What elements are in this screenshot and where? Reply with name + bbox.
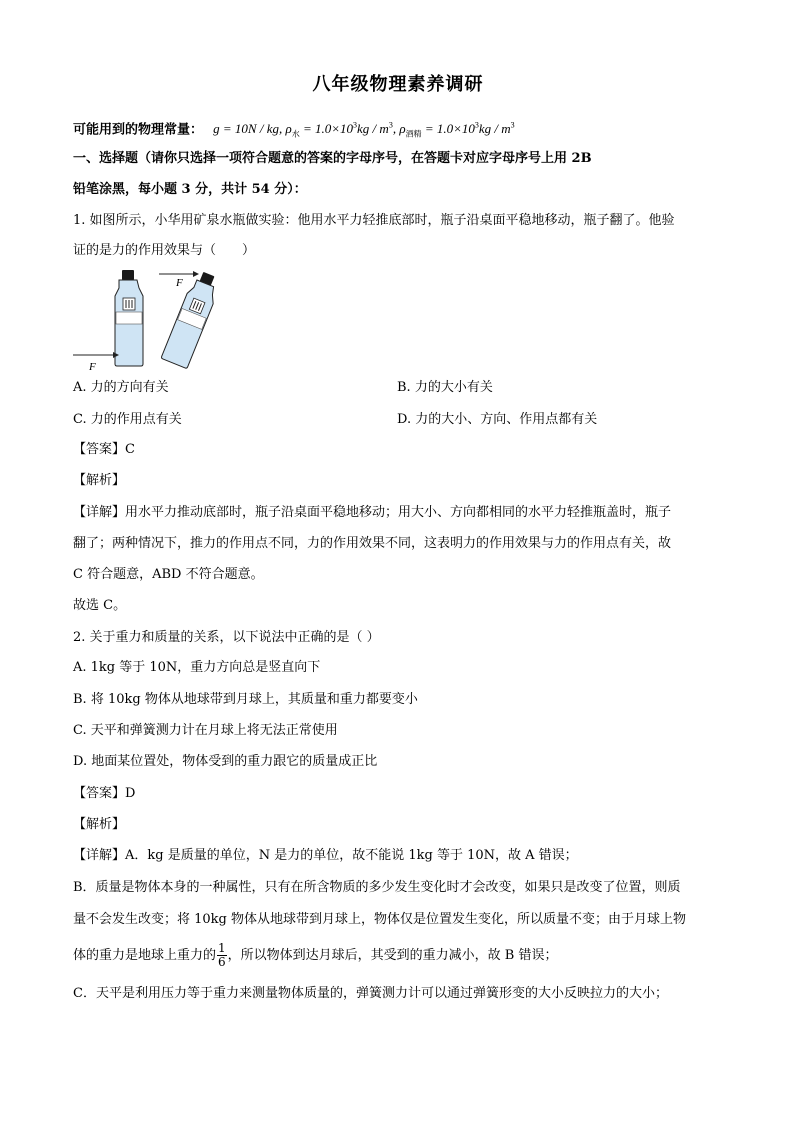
q2-answer-tag: 【答案】 — [73, 786, 126, 801]
q1-option-c: C. 力的作用点有关 — [73, 412, 182, 427]
constants-formula: g = 10N / kg, $\rho_水 = 1.0\times 10^3kg / m^3$, $\rho_{酒精} = 1.0\times 10^3kg / m^3$ — [213, 121, 515, 139]
constants-label: 可能用到的物理常量： — [73, 122, 204, 138]
const-rho-water-sub: 水 — [291, 129, 300, 139]
const-exp-1: 3 — [353, 121, 358, 130]
q2-option-d: D. 地面某位置处，物体受到的重力跟它的质量成正比 — [73, 754, 378, 769]
const-rho-alc-val: = 1.0×10 — [421, 121, 475, 137]
q2-option-b: B. 将 10kg 物体从地球带到月球上，其质量和重力都要变小 — [73, 692, 418, 707]
q2-answer — [73, 784, 135, 804]
q2-detail-b2: 量不会发生改变；将 10kg 物体从地球带到月球上，物体仅是位置发生变化，所以质量不变；由于月球上物 — [73, 912, 687, 927]
q1-answer-tag: 【答案】 — [73, 442, 126, 457]
section-heading-line2: 铅笔涂黑，每小题 3 分，共计 54 分）： — [73, 182, 307, 197]
fraction-numerator: 1 — [218, 941, 226, 955]
q1-stem-line1: 1. 如图所示，小华用矿泉水瓶做实验：他用水平力轻推底部时，瓶子沿桌面平稳地移动，瓶子翻了。他验 — [73, 213, 675, 228]
q2-analysis-tag: 【解析】 — [73, 817, 126, 832]
q1-option-a: A. 力的方向有关 — [73, 380, 169, 395]
q1-detail-text1: 用水平力推动底部时，瓶子沿桌面平稳地移动；用大小、方向都相同的水平力轻推瓶盖时，瓶子 — [125, 505, 672, 520]
q2-detail-b3-post: ，所以物体到达月球后，其受到的重力减小，故 B 错误； — [227, 948, 558, 963]
q2-option-a: A. 1kg 等于 10N，重力方向总是竖直向下 — [73, 660, 321, 675]
q1-detail-tag: 【详解】 — [73, 505, 126, 520]
one-sixth-fraction — [217, 942, 227, 969]
q1-option-d: D. 力的大小、方向、作用点都有关 — [397, 412, 598, 427]
q1-option-b: B. 力的大小有关 — [397, 380, 493, 395]
const-exp-2: 3 — [388, 121, 393, 130]
force-label-bottom: F — [89, 361, 96, 373]
q2-detail-a-text: A．kg 是质量的单位，N 是力的单位，故不能说 1kg 等于 10N，故 A 错误； — [125, 848, 578, 863]
constants-line — [73, 116, 515, 145]
const-rho-water-sym: ρ — [285, 121, 292, 137]
q2-detail-c: C．天平是利用压力等于重力来测量物体质量的，弹簧测力计可以通过弹簧形变的大小反映拉力的大小； — [73, 986, 668, 1001]
q1-conclusion: 故选 C。 — [73, 598, 127, 613]
q2-detail-a — [73, 846, 578, 866]
const-g: g = 10N / kg — [213, 121, 279, 137]
q2-detail-b3 — [73, 942, 557, 969]
q1-detail-line2: 翻了；两种情况下，推力的作用点不同，力的作用效果不同，这表明力的作用效果与力的作用点有关，故 — [73, 536, 672, 551]
bottle-figure — [73, 266, 233, 376]
q1-answer-value: C — [125, 442, 135, 457]
q2-detail-tag: 【详解】 — [73, 848, 126, 863]
q1-stem-line2: 证的是力的作用效果与（ ） — [73, 243, 256, 258]
const-rho-alc-sub: 酒精 — [405, 129, 422, 139]
const-rho-water-val: = 1.0×10 — [299, 121, 354, 137]
upright-bottle — [115, 270, 143, 366]
q2-detail-b1: B．质量是物体本身的一种属性，只有在所含物质的多少发生变化时才会改变，如果只是改变了位置，则质 — [73, 880, 681, 895]
fraction-denominator: 6 — [218, 955, 226, 969]
page-title: 八年级物理素养调研 — [312, 74, 484, 95]
q1-detail-line3: C 符合题意，ABD 不符合题意。 — [73, 567, 264, 582]
const-rho-alc-sym: ρ — [399, 121, 406, 137]
q1-answer — [73, 440, 135, 460]
q1-analysis-tag: 【解析】 — [73, 473, 126, 488]
q2-option-c: C. 天平和弹簧测力计在月球上将无法正常使用 — [73, 723, 338, 738]
const-unit-1: kg / m — [357, 121, 389, 137]
q2-stem: 2. 关于重力和质量的关系，以下说法中正确的是（ ） — [73, 630, 380, 645]
force-label-top: F — [176, 277, 183, 289]
tilted-bottle — [161, 269, 223, 368]
const-exp-3: 3 — [474, 121, 479, 130]
q2-answer-value: D — [125, 786, 136, 801]
q1-detail-line1 — [73, 503, 671, 523]
const-unit-2: kg / m — [478, 121, 511, 137]
section-heading-line1: 一、选择题（请你只选择一项符合题意的答案的字母序号，在答题卡对应字母序号上用 2B — [73, 151, 592, 166]
const-exp-4: 3 — [510, 121, 515, 130]
q2-detail-b3-pre: 体的重力是地球上重力的 — [73, 948, 217, 963]
